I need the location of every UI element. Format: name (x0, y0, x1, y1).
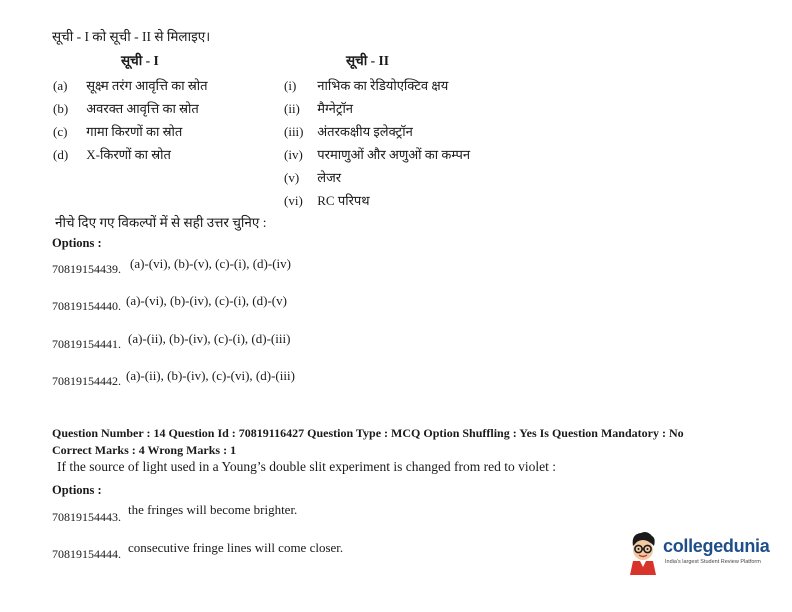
list1-item (53, 76, 208, 94)
list2-item-label: (iv) (284, 147, 303, 162)
list2-item-label: (iii) (284, 124, 304, 139)
list1-header: सूची - I (121, 53, 159, 68)
list1-item (53, 122, 182, 140)
list2-header: सूची - II (346, 53, 389, 68)
options-label: Options : (52, 483, 102, 497)
option-id: 70819154440. (52, 299, 121, 313)
option-text[interactable]: consecutive fringe lines will come closer. (128, 540, 344, 555)
option-text[interactable]: (a)-(ii), (b)-(iv), (c)-(i), (d)-(iii) (128, 331, 291, 346)
option-text[interactable]: (a)-(vi), (b)-(iv), (c)-(i), (d)-(v) (126, 293, 287, 308)
list2-item (284, 99, 353, 117)
option-id: 70819154443. (52, 510, 121, 524)
options-label: Options : (52, 236, 102, 250)
option-id: 70819154441. (52, 337, 121, 351)
list2-item (284, 76, 448, 94)
list2-item (284, 168, 341, 186)
list2-item-label: (v) (284, 170, 300, 185)
list2-item (284, 145, 470, 163)
list2-item-text: मैग्नेट्रॉन (317, 101, 354, 116)
collegedunia-logo (625, 528, 770, 578)
question-meta: Question Number : 14 Question Id : 70819116427 Question Type : MCQ Option Shuffling : Yes Is Question Mandatory : No (52, 426, 684, 440)
question-prompt: नीचे दिए गए विकल्पों में से सही उत्तर चुनिए : (55, 215, 267, 230)
list2-item-label: (i) (284, 78, 297, 93)
list1-item-text: अवरक्त आवृत्ति का स्रोत (86, 101, 199, 116)
option-text[interactable]: (a)-(ii), (b)-(iv), (c)-(vi), (d)-(iii) (126, 368, 295, 383)
list2-item-text: नाभिक का रेडियोएक्टिव क्षय (317, 78, 449, 93)
list1-item (53, 145, 171, 163)
list2-item-label: (ii) (284, 101, 300, 116)
list1-item-label: (d) (53, 147, 69, 162)
option-text[interactable]: the fringes will become brighter. (128, 502, 298, 517)
student-mascot-icon (625, 528, 661, 576)
list1-item-text: X-किरणों का स्रोत (86, 147, 171, 162)
question-instruction: सूची - I को सूची - II से मिलाइए। (52, 29, 211, 44)
list2-item-text: अंतरकक्षीय इलेक्ट्रॉन (317, 124, 413, 139)
list2-item-label: (vi) (284, 193, 303, 208)
logo-tagline: India's largest Student Review Platform (665, 559, 761, 565)
list2-item-text: RC परिपथ (317, 193, 370, 208)
option-id: 70819154442. (52, 374, 121, 388)
list2-item-text: लेजर (317, 170, 342, 185)
option-text[interactable]: (a)-(vi), (b)-(v), (c)-(i), (d)-(iv) (130, 256, 291, 271)
list1-item-label: (b) (53, 101, 69, 116)
question-marks: Correct Marks : 4 Wrong Marks : 1 (52, 443, 237, 457)
list2-item (284, 191, 370, 209)
list1-item-label: (a) (53, 78, 68, 93)
list1-item-text: सूक्ष्म तरंग आवृत्ति का स्रोत (86, 78, 208, 93)
list1-item (53, 99, 199, 117)
option-id: 70819154439. (52, 262, 121, 276)
list2-item (284, 122, 413, 140)
logo-name: collegedunia (663, 536, 770, 556)
list2-item-text: परमाणुओं और अणुओं का कम्पन (317, 147, 471, 162)
option-id: 70819154444. (52, 547, 121, 561)
list1-item-label: (c) (53, 124, 68, 139)
list1-item-text: गामा किरणों का स्रोत (86, 124, 183, 139)
question-text: If the source of light used in a Young’s double slit experiment is changed from red to violet : (57, 459, 557, 474)
